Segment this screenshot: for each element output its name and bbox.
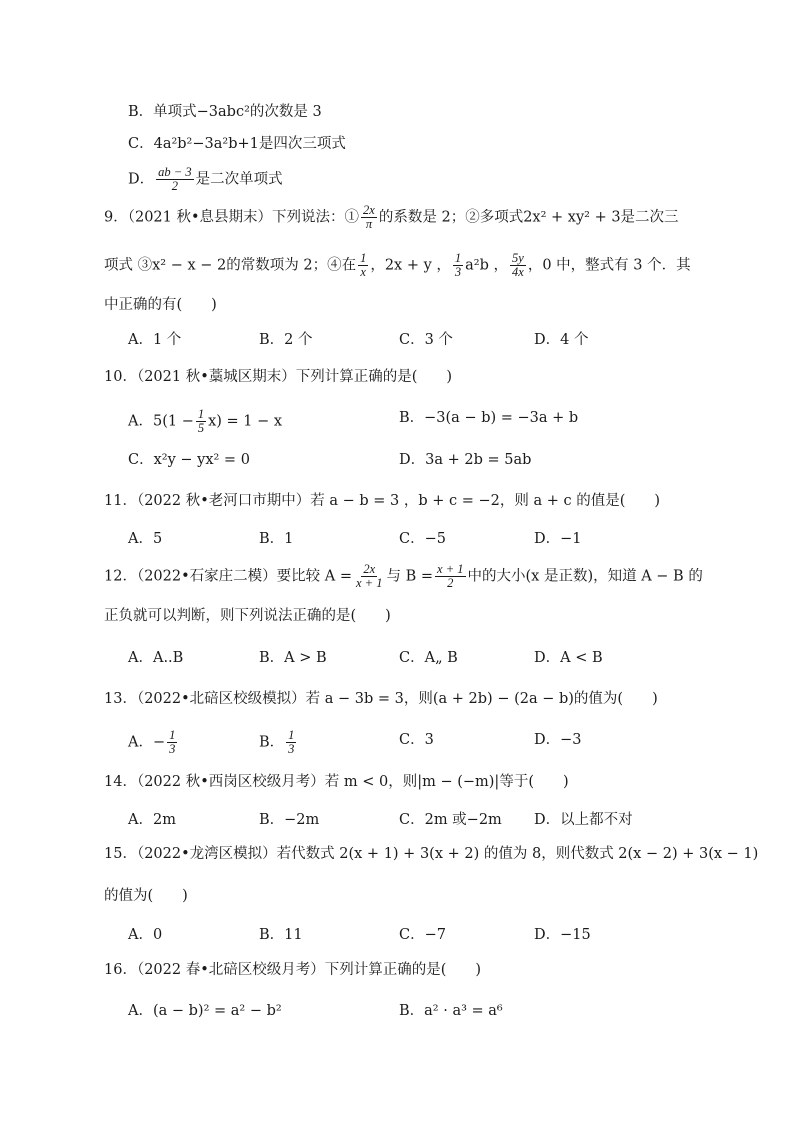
q9-text: 的系数是 2；②多项式2x² + xy² + 3是二次三 [378,209,679,226]
q9-fraction-5y-4x [510,252,526,279]
fraction-numerator: 1 [454,251,462,265]
fraction-denominator: 5 [197,421,205,435]
q9-text: ，2x + y ， [370,257,451,274]
q13-option-c: C．3 [399,732,434,748]
fraction-numerator: x + 1 [437,562,464,576]
q13-stem: 13．（2022•北碚区校级模拟）若 a − 3b = 3，则(a + 2b) − (2a − b)的值为( ) [104,691,658,707]
q9-fraction-1-x [358,252,368,279]
q12-option-c: C．A„ B [399,650,458,666]
q10-option-a-text: x) = 1 − x [208,413,283,430]
q12-text: 中的大小(x 是正数)，知道 A − B 的 [467,568,703,585]
fraction-denominator: π [365,217,373,231]
q11-stem: 11．（2022 秋•老河口市期中）若 a − b = 3 ，b + c = −2，则 a + c 的值是( ) [104,493,661,509]
fraction-numerator: 1 [197,407,205,421]
q12-option-a: A．A..B [128,650,184,666]
q14-option-b: B．−2m [259,812,320,828]
fraction-numerator: 1 [169,728,176,742]
q8-option-d-label: D． [128,171,155,188]
q14-option-a: A．2m [128,812,176,828]
q10-stem: 10．（2021 秋•藁城区期末）下列计算正确的是( ) [104,369,453,385]
q9-fraction-2x-pi [361,204,377,231]
fraction-denominator: 3 [169,742,176,756]
q9-option-a: A．1 个 [128,332,182,348]
q9-text: 9．（2021 秋•息县期末）下列说法：① [104,209,360,226]
q12-text: 12．（2022•石家庄二模）要比较 A = [104,568,352,585]
fraction-denominator: 3 [288,742,295,756]
q10-option-a-fraction [196,408,206,435]
fraction-denominator: x [360,265,366,279]
q11-option-a: A．5 [128,531,163,547]
q8-option-c: C．4a²b²−3a²b+1是四次三项式 [128,136,346,152]
q16-option-b: B．a² · a³ = a⁶ [399,1003,503,1019]
q16-option-a: A．(a − b)² = a² − b² [128,1003,282,1019]
q11-option-b: B．1 [259,531,294,547]
q15-option-d: D．−15 [534,927,591,943]
q9-stem-line2 [104,252,691,279]
fraction-numerator: 1 [288,728,295,742]
fraction-numerator: 1 [360,251,367,265]
q15-option-b: B．11 [259,927,303,943]
q13-option-a [128,729,179,756]
q12-option-b: B．A > B [259,650,327,666]
q14-stem: 14．（2022 秋•西岗区校级月考）若 m < 0，则|m − (−m)|等于( ) [104,774,569,790]
fraction-denominator: 2 [171,179,178,193]
q10-option-a [128,408,282,435]
q12-fraction-b [435,563,465,590]
q10-option-d: D．3a + 2b = 5ab [399,452,532,468]
q12-option-d: D．A < B [534,650,603,666]
q12-stem-line1 [104,563,703,590]
q10-option-b: B．−3(a − b) = −3a + b [399,410,579,426]
q16-stem: 16．（2022 春•北碚区校级月考）下列计算正确的是( ) [104,962,482,978]
fraction-denominator: x + 1 [356,576,383,590]
q13-option-b-label: B． [259,734,285,751]
q13-option-a-fraction [167,729,177,756]
q11-option-c: C．−5 [399,531,446,547]
q8-option-d [128,166,283,193]
q11-option-d: D．−1 [534,531,582,547]
fraction-denominator: 2 [447,576,454,590]
q15-stem-line2: 的值为( ) [104,888,188,904]
q9-option-d: D．4 个 [534,332,589,348]
q14-option-d: D．以上都不对 [534,812,633,828]
q9-option-b: B．2 个 [259,332,313,348]
q9-option-c: C．3 个 [399,332,453,348]
q12-text: 与 B = [386,568,434,585]
q13-option-a-label: A．− [128,734,166,751]
q15-option-c: C．−7 [399,927,446,943]
q8-option-d-text: 是二次单项式 [195,171,283,188]
fraction-denominator: 4x [512,265,524,279]
q13-option-b-fraction [286,729,296,756]
q9-fraction-1-3 [453,252,463,279]
fraction-numerator: 5y [512,251,524,265]
q12-fraction-a [354,563,384,590]
q9-stem-line3: 中正确的有( ) [104,297,217,313]
q9-stem-line1 [104,204,679,231]
q13-option-b [259,729,298,756]
q9-text: 项式 ③x² − x − 2的常数项为 2；④在 [104,257,357,274]
q9-text: a²b ， [465,257,509,274]
q14-option-c: C．2m 或−2m [399,812,502,828]
fraction-numerator: 2x [363,203,375,217]
fraction-numerator: 2x [363,562,376,576]
q15-option-a: A．0 [128,927,163,943]
q10-option-a-text: A．5(1 − [128,413,194,430]
q12-stem-line2: 正负就可以判断，则下列说法正确的是( ) [104,608,391,624]
q10-option-c: C．x²y − yx² = 0 [128,452,250,468]
q15-stem-line1: 15．（2022•龙湾区模拟）若代数式 2(x + 1) + 3(x + 2) 的值为 8，则代数式 2(x − 2) + 3(x − 1) [104,846,759,862]
fraction-numerator: ab − 3 [158,165,192,179]
fraction-denominator: 3 [454,265,462,279]
q13-option-d: D．−3 [534,732,582,748]
q9-text: ，0 中，整式有 3 个．其 [527,257,691,274]
q8-option-b: B．单项式−3abc²的次数是 3 [128,104,322,120]
q8-option-d-fraction [156,166,193,193]
